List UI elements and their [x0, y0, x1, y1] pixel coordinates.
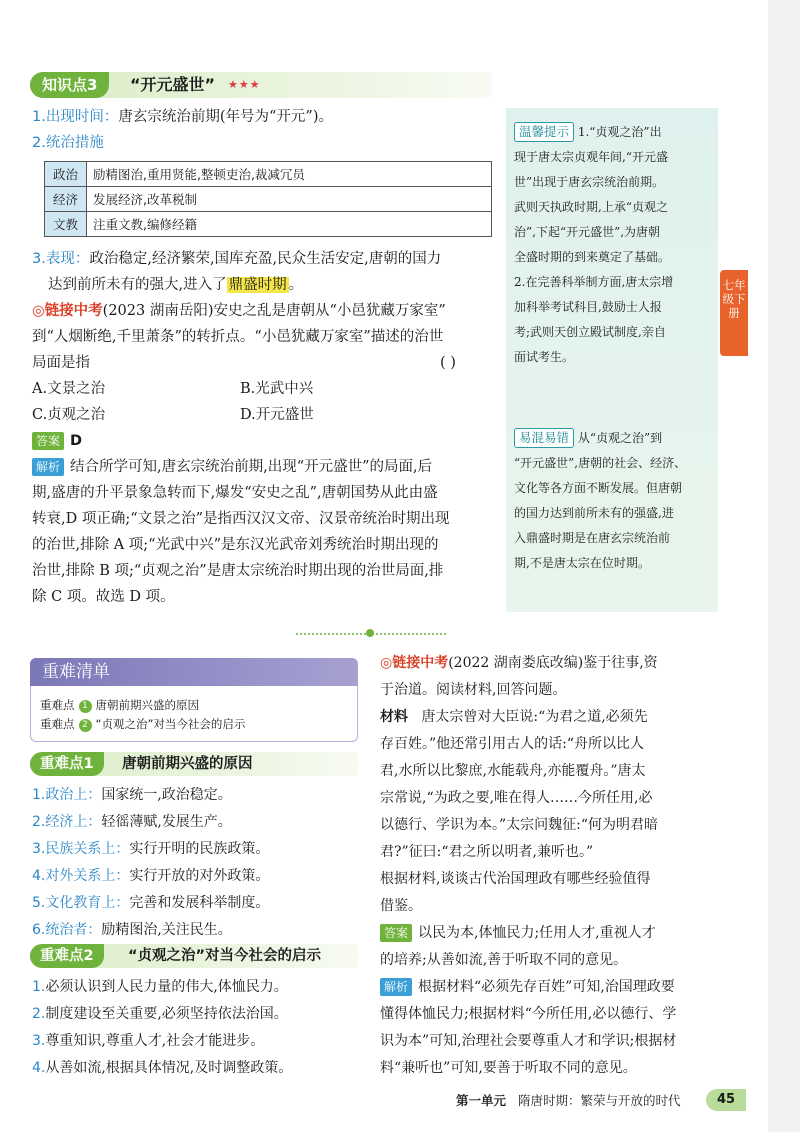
link2-line2: 于治道。阅读材料,回答问题。	[380, 682, 567, 698]
link1-answer: 答案 D	[32, 428, 82, 454]
table-value: 励精图治,重用贤能,整顿吏治,裁减冗员	[87, 162, 492, 187]
link1-analysis-line: 转衰,D 项正确;“文景之治”是指西汉汉文帝、汉景帝统治时期出现	[32, 511, 450, 527]
table-key: 经济	[45, 187, 87, 212]
zd2-tag: 重难点2	[30, 944, 104, 968]
answer-tag: 答案	[32, 432, 64, 450]
zd2-title: “贞观之治”对当今社会的启示	[128, 948, 322, 964]
link2-analysis-line: 解析 根据材料“必须先存百姓”可知,治国理政要	[380, 974, 675, 1001]
kp3-stars: ★★★	[228, 78, 261, 91]
kp3-tag: 知识点3	[30, 72, 109, 98]
option-a: A.文景之治	[32, 381, 106, 397]
tip-line: 全盛时期的到来奠定了基础。	[514, 250, 671, 264]
table-row	[45, 162, 492, 187]
tip-line: 现于唐太宗贞观年间,“开元盛	[514, 150, 668, 164]
tip-line: 考;武则天创立殿试制度,亲自	[514, 325, 666, 339]
table-key: 政治	[45, 162, 87, 187]
zd2-item: 3.尊重知识,尊重人才,社会才能进步。	[32, 1033, 265, 1049]
confuse-line: 文化等各方面不断发展。但唐朝	[514, 481, 683, 495]
tip-line: 世”出现于唐玄宗统治前期。	[514, 175, 665, 189]
zd1-item: 6.统治者：励精图治,关注民生。	[32, 922, 232, 938]
confuse-line: 易混易错 从“贞观之治”到	[514, 426, 662, 451]
confuse-line: 的国力达到前所未有的强盛,进	[514, 506, 674, 520]
link2-line1: ◎链接中考(2022 湖南娄底改编)鉴于往事,资	[380, 655, 658, 671]
material-line: 君?”征曰:“君之所以明者,兼听也。”	[380, 844, 594, 860]
material-line: 君,水所以比黎庶,水能载舟,亦能覆舟。”唐太	[380, 763, 646, 779]
zd1-item: 3.民族关系上：实行开明的民族政策。	[32, 841, 270, 857]
kp3-item1: 1.出现时间：唐玄宗统治前期(年号为“开元”)。	[32, 109, 333, 125]
table-value: 发展经济,改革税制	[87, 187, 492, 212]
zd1-tag: 重难点1	[30, 752, 104, 776]
option-b: B.光武中兴	[240, 381, 314, 397]
material-line: 宗常说,“为政之要,唯在得人……今所任用,必	[380, 790, 653, 806]
answer-tag: 答案	[380, 924, 412, 942]
link2-answer-line: 的培养;从善如流,善于听取不同的意见。	[380, 952, 628, 968]
number-badge: 2	[79, 719, 92, 732]
zd2-item: 2.制度建设至关重要,必须坚持依法治国。	[32, 1006, 288, 1022]
option-d: D.开元盛世	[240, 407, 314, 423]
table-row	[45, 187, 492, 212]
link1-line3: 局面是指	[32, 355, 90, 371]
kp3-title: “开元盛世”	[130, 75, 216, 94]
link2-analysis-line: 料“兼听也”可知,要善于听取不同的意见。	[380, 1060, 637, 1076]
link1-line1: ◎链接中考(2023 湖南岳阳)安史之乱是唐朝从“小邑犹藏万家室”	[32, 303, 446, 319]
zd2-item: 4.从善如流,根据具体情况,及时调整政策。	[32, 1060, 293, 1076]
material-line: 存百姓。”他还常引用古人的话:“舟所以比人	[380, 736, 645, 752]
table-row	[45, 212, 492, 237]
link1-analysis-line: 期,盛唐的升平景象急转而下,爆发“安史之乱”,唐朝国势从此由盛	[32, 485, 438, 501]
link2-answer-line: 答案 以民为本,体恤民力;任用人才,重视人才	[380, 920, 656, 947]
key-point-item: 重难点 1 唐朝前期兴盛的原因	[40, 698, 199, 712]
answer-paren: ( )	[440, 355, 456, 371]
analysis-tag: 解析	[380, 978, 412, 996]
footer-title: 隋唐时期：繁荣与开放的时代	[517, 1093, 681, 1108]
zd1-title: 唐朝前期兴盛的原因	[122, 756, 253, 772]
material-line: 材料 唐太宗曾对大臣说:“为君之道,必须先	[380, 709, 648, 725]
kp3-item2: 2.统治措施	[32, 135, 104, 151]
highlight-text: 鼎盛时期	[228, 277, 287, 293]
table-key: 文教	[45, 212, 87, 237]
confuse-line: 入鼎盛时期是在唐玄宗统治前	[514, 531, 671, 545]
link1-analysis-line: 的治世,排除 A 项;“光武中兴”是东汉光武帝刘秀统治时期出现的	[32, 537, 439, 553]
confuse-line: “开元盛世”,唐朝的社会、经济、	[514, 456, 687, 470]
key-point-item: 重难点 2 “贞观之治”对当今社会的启示	[40, 717, 246, 731]
link2-analysis-line: 识为本”可知,治理社会要尊重人才和学识;根据材	[380, 1033, 677, 1049]
link2-analysis-line: 懂得体恤民力;根据材料“今所任用,必以德行、学	[380, 1006, 677, 1022]
analysis-tag: 解析	[32, 458, 64, 476]
link1-line2: 到“人烟断绝,千里萧条”的转折点。“小邑犹藏万家室”描述的治世	[32, 329, 444, 345]
confuse-line: 期,不是唐太宗在位时期。	[514, 556, 650, 570]
tip-line: 治”,下起“开元盛世”,为唐朝	[514, 225, 661, 239]
page-edge	[768, 0, 800, 1132]
table-value: 注重文教,编修经籍	[87, 212, 492, 237]
zd1-item: 5.文化教育上：完善和发展科举制度。	[32, 895, 270, 911]
confuse-tag: 易混易错	[514, 428, 574, 448]
zd1-item: 2.经济上：轻徭薄赋,发展生产。	[32, 814, 232, 830]
grade-tab: 七年级下册	[720, 270, 748, 356]
divider-dot	[366, 629, 374, 637]
tip-line: 武则天执政时期,上承“贞观之	[514, 200, 668, 214]
zd1-item: 1.政治上：国家统一,政治稳定。	[32, 787, 232, 803]
material-label: 材料	[380, 709, 408, 725]
link-exam-tag: ◎链接中考	[380, 655, 449, 671]
tip-line: 面试考生。	[514, 350, 575, 364]
link-exam-tag: ◎链接中考	[32, 303, 103, 319]
link1-analysis-line: 解析 结合所学可知,唐玄宗统治前期,出现“开元盛世”的局面,后	[32, 454, 432, 480]
footer-unit: 第一单元	[456, 1093, 507, 1108]
link1-analysis-line: 除 C 项。故选 D 项。	[32, 589, 175, 605]
key-points-title: 重难清单	[30, 658, 358, 686]
zd1-item: 4.对外关系上：实行开放的对外政策。	[32, 868, 270, 884]
tip-line: 温馨提示 1.“贞观之治”出	[514, 120, 662, 145]
option-c: C.贞观之治	[32, 407, 106, 423]
question-line: 根据材料,谈谈古代治国理政有哪些经验值得	[380, 871, 651, 887]
footer	[456, 1091, 680, 1111]
measures-table	[44, 161, 492, 237]
tip-line: 加科举考试科目,鼓励士人报	[514, 300, 662, 314]
page-number: 45	[706, 1089, 746, 1111]
number-badge: 1	[79, 700, 92, 713]
kp3-item3-line1: 3.表现：政治稳定,经济繁荣,国库充盈,民众生活安定,唐朝的国力	[32, 251, 442, 267]
zd2-item: 1.必须认识到人民力量的伟大,体恤民力。	[32, 979, 288, 995]
material-line: 以德行、学识为本。”太宗问魏征:“何为明君暗	[380, 817, 659, 833]
tip-tag: 温馨提示	[514, 122, 574, 142]
kp3-item3-line2: 达到前所未有的强大,进入了 鼎盛时期 。	[48, 277, 304, 293]
tip-line: 2.在完善科举制方面,唐太宗增	[514, 275, 674, 289]
link1-analysis-line: 治世,排除 B 项;“贞观之治”是唐太宗统治时期出现的治世局面,排	[32, 563, 444, 579]
question-line: 借鉴。	[380, 898, 422, 914]
